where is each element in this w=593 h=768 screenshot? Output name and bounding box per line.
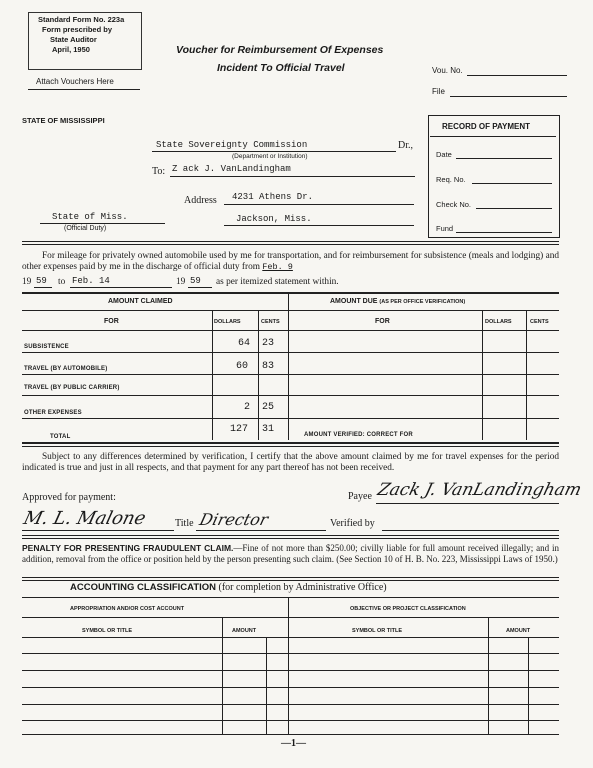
payee-signature: Zack J. VanLandingham [375, 480, 584, 500]
table-right-dollars-divider [482, 310, 483, 440]
penalty-head: PENALTY FOR PRESENTING FRAUDULENT CLAIM. [22, 543, 234, 553]
statement-year-1-rule[interactable] [34, 287, 52, 288]
form-prescribed: Form prescribed by [42, 25, 113, 34]
attach-underline [28, 89, 140, 90]
accounting-head-rule [22, 617, 559, 618]
address-line2-rule[interactable] [224, 225, 414, 226]
record-req-label: Req. No. [436, 175, 466, 184]
official-duty-value: State of Miss. [52, 212, 128, 222]
col-for-left: FOR [104, 318, 119, 325]
approved-label: Approved for payment: [22, 492, 116, 503]
accounting-right-symbol: SYMBOL OR TITLE [352, 628, 403, 634]
row-subsistence-rule [22, 352, 559, 353]
table-left-cents-divider [258, 310, 259, 440]
title-label: Title [175, 518, 194, 529]
accounting-row-rule-2[interactable] [22, 670, 559, 671]
table-colhead-rule [22, 330, 559, 331]
payee-label: Payee [348, 491, 372, 502]
official-duty-caption: (Official Duty) [64, 225, 107, 232]
section-divider-4 [22, 577, 559, 581]
row-subsistence-dollars: 64 [238, 338, 251, 349]
file-label: File [432, 87, 445, 96]
row-other-cents: 25 [262, 402, 275, 413]
form-subtitle: Incident To Official Travel [217, 62, 345, 74]
accounting-title-rule [22, 597, 559, 598]
accounting-colhead-rule [22, 637, 559, 638]
section-divider-3 [22, 535, 559, 539]
department-line[interactable] [152, 151, 396, 152]
col-dollars-left: DOLLARS [214, 319, 241, 325]
accounting-row-rule-5[interactable] [22, 720, 559, 721]
accounting-row-rule-3[interactable] [22, 687, 559, 688]
col-dollars-right: DOLLARS [485, 319, 512, 325]
row-auto-dollars: 60 [236, 361, 249, 372]
col-cents-left: CENTS [261, 319, 280, 325]
row-auto-rule [22, 374, 559, 375]
record-fund-line[interactable] [456, 232, 552, 233]
claimed-header: AMOUNT CLAIMED [108, 298, 173, 305]
section-divider-2 [22, 443, 559, 447]
address-line1: 4231 Athens Dr. [232, 192, 314, 202]
col-for-right: FOR [375, 318, 390, 325]
address-line1-rule[interactable] [224, 204, 414, 205]
row-other-dollars: 2 [244, 402, 251, 413]
record-date-line[interactable] [456, 158, 552, 159]
statement-from-date: Feb. 9 [262, 262, 293, 272]
record-check-line[interactable] [476, 208, 552, 209]
verified-by-line[interactable] [382, 530, 559, 531]
approver-signature: M. L. Malone [21, 508, 148, 529]
accounting-row-rule-4[interactable] [22, 704, 559, 705]
accounting-left-head: APPROPRIATION AND/OR COST ACCOUNT [70, 606, 185, 612]
vou-line[interactable] [467, 75, 567, 76]
verified-by-label: Verified by [330, 518, 375, 529]
address-line2: Jackson, Miss. [236, 214, 312, 224]
row-carrier-label: TRAVEL (BY PUBLIC CARRIER) [24, 385, 120, 391]
row-carrier-rule [22, 395, 559, 396]
accounting-right-amount-divider [488, 617, 489, 734]
accounting-left-amount: AMOUNT [232, 628, 257, 634]
title-value: Director [197, 510, 271, 529]
accounting-left-symbol: SYMBOL OR TITLE [82, 628, 133, 634]
statement-year-prefix-2: 19 [176, 277, 186, 287]
total-dollars: 127 [230, 424, 249, 435]
record-date-label: Date [436, 150, 452, 159]
record-title: RECORD OF PAYMENT [442, 122, 531, 131]
vou-label: Vou. No. [432, 66, 463, 75]
to-value: Z ack J. VanLandingham [172, 164, 291, 174]
accounting-right-head: OBJECTIVE OR PROJECT CLASSIFICATION [350, 606, 466, 612]
record-req-line[interactable] [472, 183, 552, 184]
statement-to-date-rule[interactable] [70, 287, 172, 288]
form-number: Standard Form No. 223a [38, 15, 125, 24]
table-right-cents-divider [526, 310, 527, 440]
department-caption: (Department or Institution) [232, 153, 308, 160]
address-label: Address [184, 195, 217, 206]
department-suffix: Dr., [398, 140, 413, 151]
department-value: State Sovereignty Commission [156, 140, 308, 150]
accounting-title-label: ACCOUNTING CLASSIFICATION [70, 582, 217, 593]
to-label: To: [152, 166, 166, 177]
row-other-label: OTHER EXPENSES [24, 410, 82, 416]
col-cents-right: CENTS [530, 319, 549, 325]
statement-body: For mileage for privately owned automobile used by me for transportation, and for reimbursement for subsistence (meals and lodging) and other expenses paid by me in the discharge of official duty from [22, 251, 559, 272]
record-title-rule [430, 136, 556, 137]
amount-verified-label: AMOUNT VERIFIED: CORRECT FOR [304, 432, 413, 438]
penalty-text [22, 543, 559, 564]
payee-line[interactable] [376, 503, 559, 504]
table-left-dollars-divider [212, 310, 213, 440]
statement-end: as per itemized statement within. [216, 277, 339, 287]
due-header [330, 298, 465, 305]
form-date: April, 1950 [52, 45, 90, 54]
row-other-rule [22, 418, 559, 419]
page-number: —1— [281, 738, 306, 749]
title-line[interactable] [196, 530, 326, 531]
accounting-bottom-rule [22, 734, 559, 735]
due-header-note: (AS PER OFFICE VERIFICATION) [379, 299, 466, 305]
to-line[interactable] [170, 176, 415, 177]
certify-text: Subject to any differences determined by verification, I certify that the above amount claimed by me for travel expenses for the period indicated is true and just in all respects, and that payment for any part thereof has not been received. [22, 452, 559, 473]
due-header-label: AMOUNT DUE [330, 298, 378, 305]
statement-to-label: to [58, 277, 66, 287]
statement-year-1: 59 [36, 276, 47, 286]
row-subsistence-label: SUBSISTENCE [24, 344, 69, 350]
accounting-right-amount: AMOUNT [506, 628, 531, 634]
accounting-left-amount-divider [222, 617, 223, 734]
accounting-subtitle: (for completion by Administrative Office) [218, 582, 387, 593]
accounting-row-rule-1[interactable] [22, 653, 559, 654]
statement-text [22, 251, 559, 273]
statement-year-prefix-1: 19 [22, 277, 32, 287]
approver-line[interactable] [22, 530, 174, 531]
statement-year-2-rule[interactable] [188, 287, 212, 288]
state-label: STATE OF MISSISSIPPI [22, 116, 105, 125]
statement-year-2: 59 [190, 276, 201, 286]
statement-to-date: Feb. 14 [72, 276, 110, 286]
row-auto-cents: 83 [262, 361, 275, 372]
record-check-label: Check No. [436, 200, 472, 209]
section-divider-1 [22, 241, 559, 245]
row-auto-label: TRAVEL (BY AUTOMOBILE) [24, 366, 108, 372]
total-label: TOTAL [50, 434, 71, 440]
file-line[interactable] [450, 96, 567, 97]
form-auditor: State Auditor [50, 35, 97, 44]
penalty-body: —Fine of not more than $250.00; civilly liable for full amount received illegally; and in addition, removal from the office or position held by the person presenting such claim. (See Section 10 of H. B. No. 223, Mississippi Laws of 1950.) [22, 543, 559, 564]
official-duty-line[interactable] [40, 223, 165, 224]
table-header-rule [22, 310, 559, 311]
accounting-title [70, 582, 387, 593]
attach-note: Attach Vouchers Here [36, 77, 114, 86]
total-cents: 31 [262, 424, 275, 435]
record-fund-label: Fund [436, 224, 454, 233]
form-title: Voucher for Reimbursement Of Expenses [176, 44, 384, 56]
row-subsistence-cents: 23 [262, 338, 275, 349]
